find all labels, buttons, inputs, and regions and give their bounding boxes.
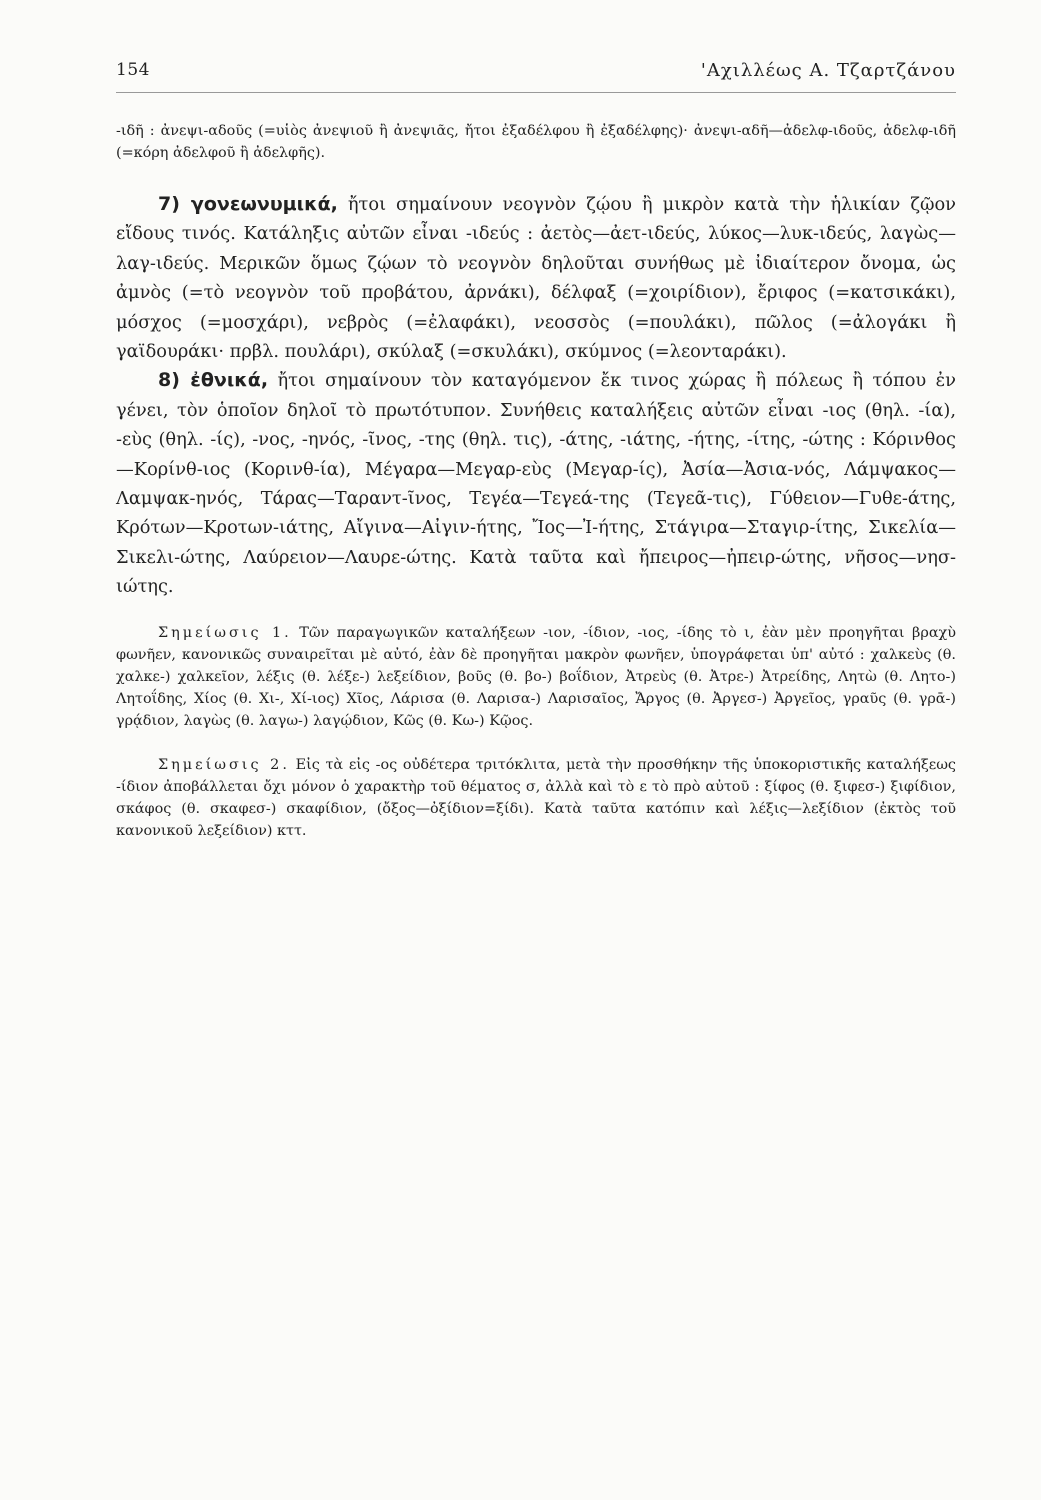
page-header: [116, 60, 956, 90]
header-rule: [116, 92, 956, 93]
note-1-label: Σημείωσις 1.: [158, 624, 292, 641]
page-body: [116, 120, 956, 842]
section-8-text: ἤτοι σημαίνουν τὸν καταγόμενον ἔκ τινος χώρας ἢ πόλεως ἢ τόπου ἐν γένει, τὸν ὁποῖον δηλοῖ τὸ πρωτότυπον. Συνήθεις καταλήξεις αὐτῶν εἶναι -ιος (θηλ. -ία), -εὺς (θηλ. -ίς), -νος, -ηνός, -ῖνος, -της (θηλ. τις), -άτης, -ιάτης, -ήτης, -ίτης, -ώτης : Κόρινθος—Κορίνθ-ιος (Κορινθ-ία), Μέγαρα—Μεγαρ-εὺς (Μεγαρ-ίς), Ἀσία—Ἀσια-νός, Λάμψακος—Λαμψακ-ηνός, Τάρας—Ταραντ-ῖνος, Τεγέα—Τεγεά-της (Τεγεᾶ-τις), Γύθειον—Γυθε-άτης, Κρότων—Κροτων-ιάτης, Αἴγινα—Αἰγιν-ήτης, Ἴος—Ἰ-ήτης, Στάγιρα—Σταγιρ-ίτης, Σικελία—Σικελι-ώτης, Λαύρειον—Λαυρε-ώτης. Κατὰ ταῦτα καὶ ἤπειρος—ἠπειρ-ώτης, νῆσος—νησ-ιώτης.: [116, 370, 956, 598]
note-2-label: Σημείωσις 2.: [158, 756, 290, 773]
continuation-paragraph: -ιδῆ : ἀνεψι-αδοῦς (=υἱὸς ἀνεψιοῦ ἢ ἀνεψιᾶς, ἤτοι ἐξαδέλφου ἢ ἐξαδέλφης)· ἀνεψι-αδῆ—ἀδελφ-ιδοῦς, ἀδελφ-ιδῆ (=κόρη ἀδελφοῦ ἢ ἀδελφῆς).: [116, 123, 956, 161]
note-2-text: Εἰς τὰ εἰς -ος οὐδέτερα τριτόκλιτα, μετὰ τὴν προσθήκην τῆς ὑποκοριστικῆς καταλήξεως -ίδιον ἀποβάλλεται ὄχι μόνον ὁ χαρακτὴρ τοῦ θέματος σ, ἀλλὰ καὶ τὸ ε τὸ πρὸ αὐτοῦ : ξίφος (θ. ξιφεσ-) ξιφίδιον, σκάφος (θ. σκαφεσ-) σκαφίδιον, (ὄξος—ὀξίδιον=ξίδι). Κατὰ ταῦτα κατόπιν καὶ λέξις—λεξίδιον (ἐκτὸς τοῦ κανονικοῦ λεξείδιον) κττ.: [116, 756, 956, 839]
section-7-heading: 7) γονεωνυμικά,: [158, 193, 338, 215]
note-1-text: Τῶν παραγωγικῶν καταλήξεων -ιον, -ίδιον, -ιος, -ίδης τὸ ι, ἐὰν μὲν προηγῆται βραχὺ φωνῆεν, κανονικῶς συναιρεῖται μὲ αὐτό, ἐὰν δὲ προηγῆται μακρὸν φωνῆεν, ὑπογράφεται ὑπ' αὐτό : χαλκεὺς (θ. χαλκε-) χαλκεῖον, λέξις (θ. λέξε-) λεξείδιον, βοῦς (θ. βο-) βοΐδιον, Ἀτρεὺς (θ. Ἀτρε-) Ἀτρείδης, Λητὼ (θ. Λητο-) Λητοΐδης, Χίος (θ. Χι-, Χί-ιος) Χῖος, Λάρισα (θ. Λαρισα-) Λαρισαῖος, Ἄργος (θ. Ἀργεσ-) Ἀργεῖος, γραῦς (θ. γρᾱ-) γρᾴδιον, λαγὼς (θ. λαγω-) λαγῴδιον, Κῶς (θ. Κω-) Κῷος.: [116, 624, 957, 729]
running-head: 'Αχιλλέως Α. Τζαρτζάνου: [700, 60, 956, 81]
section-8-paragraph: [116, 366, 956, 601]
note-1-paragraph: [116, 622, 956, 732]
section-8-heading: 8) ἐθνικά,: [158, 369, 269, 392]
note-2-paragraph: [116, 754, 956, 842]
page-number: 154: [116, 60, 150, 80]
section-7-text: ἤτοι σημαίνουν νεογνὸν ζῴου ἢ μικρὸν κατὰ τὴν ἡλικίαν ζῷον εἴδους τινός. Κατάληξις αὐτῶν εἶναι -ιδεύς : ἀετὸς—ἀετ-ιδεύς, λύκος—λυκ-ιδεύς, λαγὼς—λαγ-ιδεύς. Μερικῶν ὅμως ζῴων τὸ νεογνὸν δηλοῦται συνήθως μὲ ἰδιαίτερον ὄνομα, ὡς ἀμνὸς (=τὸ νεογνὸν τοῦ προβάτου, ἀρνάκι), δέλφαξ (=χοιρίδιον), ἔριφος (=κατσικάκι), μόσχος (=μοσχάρι), νεβρὸς (=ἐλαφάκι), νεοσσὸς (=πουλάκι), πῶλος (=ἀλογάκι ἢ γαϊδουράκι· πρβλ. πουλάρι), σκύλαξ (=σκυλάκι), σκύμνος (=λεονταράκι).: [116, 194, 956, 363]
section-7-paragraph: [116, 190, 956, 366]
